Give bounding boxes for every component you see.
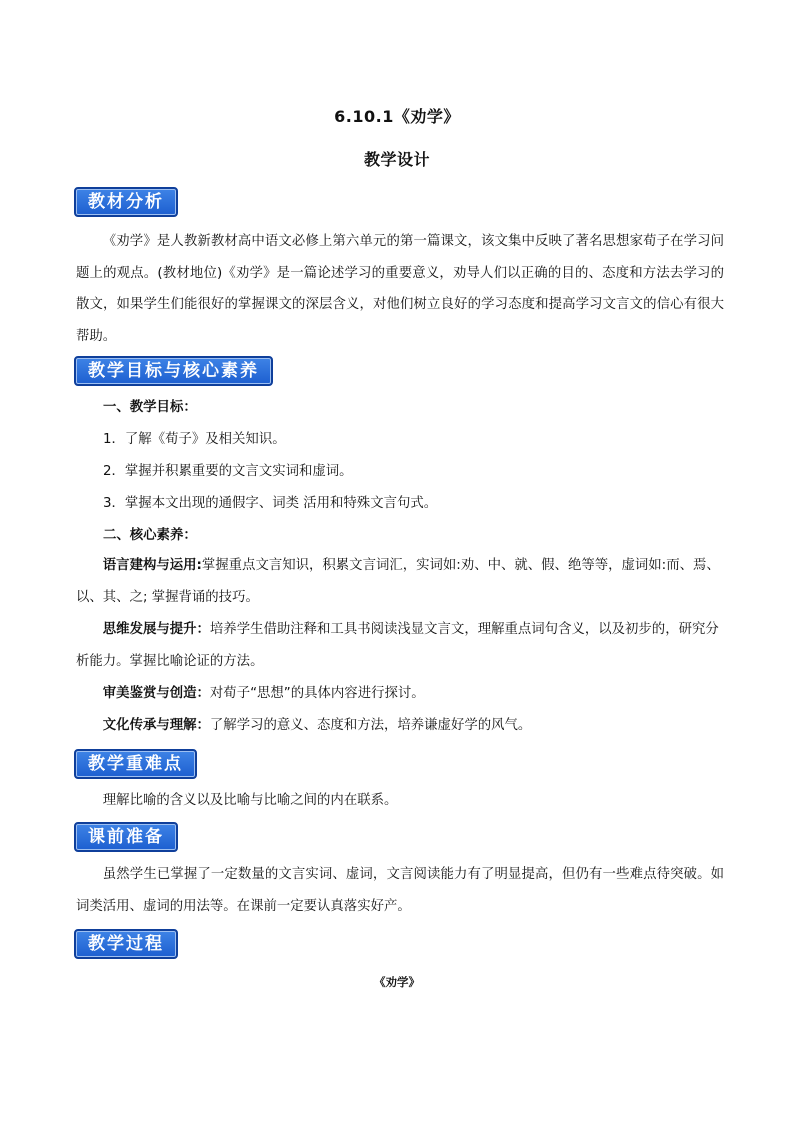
core-item-text: 了解学习的意义、态度和方法，培养谦虚好学的风气。 <box>209 718 532 733</box>
difficulty-paragraph: 理解比喻的含义以及比喻与比喻之间的内在联系。 <box>102 793 398 808</box>
section-badge-preparation: 课前准备 <box>74 822 178 852</box>
core-item-key: 思维发展与提升： <box>102 622 210 637</box>
document-title: 6.10.1《劝学》 <box>334 107 460 126</box>
core-item-text: 对荀子“思想”的具体内容进行探讨。 <box>209 686 425 701</box>
section-badge-difficulty: 教学重难点 <box>74 749 197 779</box>
document-subtitle: 教学设计 <box>363 150 430 169</box>
core-item-key: 文化传承与理解： <box>102 718 210 733</box>
goal-item: 1．了解《荀子》及相关知识。 <box>103 432 286 447</box>
core-item-aesthetic <box>76 678 724 710</box>
core-heading: 二、核心素养： <box>103 528 197 543</box>
core-item-culture <box>76 710 724 742</box>
section-badge-analysis: 教材分析 <box>74 187 178 217</box>
core-item-thinking <box>76 614 724 677</box>
analysis-paragraph: 《劝学》是人教新教材高中语文必修上第六单元的第一篇课文，该文集中反映了著名思想家荀子在学习问题上的观点。(教材地位)《劝学》是一篇论述学习的重要意义，劝导人们以正确的目的、态度和方法去学习的散文，如果学生们能很好的掌握课文的深层含义，对他们树立良好的学习态度和提高学习文言文的信心有很大帮助。 <box>76 234 724 344</box>
goal-item: 3．掌握本文出现的通假字、词类 活用和特殊文言句式。 <box>103 496 438 511</box>
goal-item: 2．掌握并积累重要的文言文实词和虚词。 <box>103 464 353 479</box>
core-item-text: 掌握重点文言知识，积累文言词汇，实词如:劝、中、就、假、绝等等，虚词如:而、焉、以、其、之; 掌握背诵的技巧。 <box>76 558 720 605</box>
core-item-text: 培养学生借助注释和工具书阅读浅显文言文，理解重点词句含义，以及初步的，研究分析能力。掌握比喻论证的方法。 <box>76 622 719 669</box>
core-item-key: 语言建构与运用: <box>102 558 202 573</box>
goals-heading: 一、教学目标： <box>103 400 197 415</box>
lesson-title: 《劝学》 <box>374 975 420 989</box>
section-badge-process: 教学过程 <box>74 929 178 959</box>
preparation-paragraph: 虽然学生已掌握了一定数量的文言实词、虚词，文言阅读能力有了明显提高，但仍有一些难点待突破。如词类活用、虚词的用法等。在课前一定要认真落实好产。 <box>76 867 724 914</box>
core-item-key: 审美鉴赏与创造： <box>102 686 210 701</box>
section-badge-goals: 教学目标与核心素养 <box>74 356 273 386</box>
core-item-language <box>76 550 724 613</box>
